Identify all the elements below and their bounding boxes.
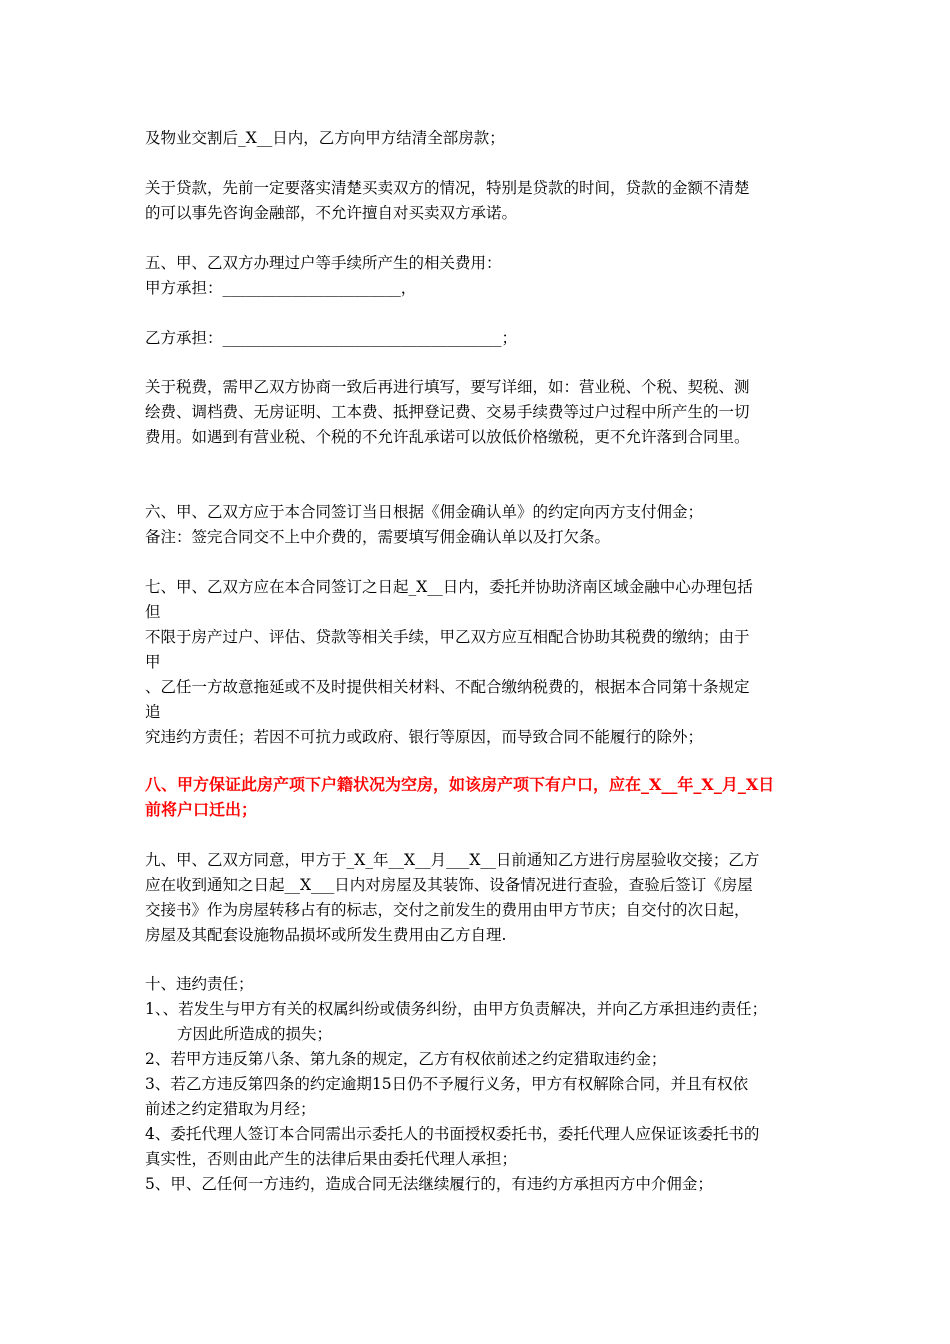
paragraph-line: 、乙任一方故意拖延或不及时提供相关材料、不配合缴纳税费的，根据本合同第十条规定 (145, 678, 750, 696)
paragraph-line: 追 (145, 703, 161, 721)
list-item-4-continuation: 真实性，否则由此产生的法律后果由委托代理人承担； (145, 1150, 518, 1168)
paragraph-line: 房屋及其配套设施物品损坏或所发生费用由乙方自理. (145, 926, 507, 944)
paragraph-line: 费用。如遇到有营业税、个税的不允许乱承诺可以放低价格缴税，更不允许落到合同里。 (145, 428, 750, 446)
section-heading-7: 七、甲、乙双方应在本合同签订之日起_X__日内，委托并协助济南区域金融中心办理包括 (145, 578, 753, 596)
paragraph-line: 交接书》作为房屋转移占有的标志，交付之前发生的费用由甲方节庆；自交付的次日起， (145, 901, 750, 919)
section-heading-9: 九、甲、乙双方同意，甲方于_X_年__X__月___X__日前通知乙方进行房屋验收交接；乙方 (145, 851, 760, 869)
remark-line: 备注：签完合同交不上中介费的，需要填写佣金确认单以及打欠条。 (145, 528, 611, 546)
section-heading-6: 六、甲、乙双方应于本合同签订当日根据《佣金确认单》的约定向丙方支付佣金； (145, 503, 704, 521)
paragraph-line: 关于贷款，先前一定要落实清楚买卖双方的情况，特别是贷款的时间，贷款的金额不清楚 (145, 179, 750, 197)
list-item-2: 2、若甲方违反第八条、第九条的规定，乙方有权依前述之约定猎取违约金； (145, 1050, 667, 1068)
paragraph-line: 应在收到通知之日起__X___日内对房屋及其装饰、设备情况进行查验，查验后签订《房屋 (145, 876, 753, 894)
list-item-1-continuation: 方因此所造成的损失； (177, 1025, 333, 1043)
paragraph-line: 不限于房产过户、评估、贷款等相关手续，甲乙双方应互相配合协助其税费的缴纳；由于 (145, 628, 750, 646)
list-item-5: 5、甲、乙任何一方违约，造成合同无法继续履行的，有违约方承担丙方中介佣金； (145, 1175, 713, 1193)
paragraph-line: 但 (145, 603, 161, 621)
party-a-cost-line: 甲方承担：_______________________， (145, 279, 417, 297)
party-b-cost-line: 乙方承担：____________________________________； (145, 329, 518, 347)
paragraph-line: 究违约方责任；若因不可抗力或政府、银行等原因，而导致合同不能履行的除外； (145, 728, 704, 746)
section-heading-5: 五、甲、乙双方办理过户等手续所产生的相关费用： (145, 254, 502, 272)
section-heading-10: 十、违约责任； (145, 975, 254, 993)
paragraph-line: 绘费、调档费、无房证明、工本费、抵押登记费、交易手续费等过户过程中所产生的一切 (145, 403, 750, 421)
paragraph-line: 的可以事先咨询金融部，不允许擅自对买卖双方承诺。 (145, 204, 518, 222)
section-8-continuation: 前将户口迁出； (145, 800, 258, 819)
list-item-3: 3、若乙方违反第四条的约定逾期15日仍不予履行义务，甲方有权解除合同，并且有权依 (145, 1075, 749, 1093)
paragraph-line: 关于税费，需甲乙双方协商一致后再进行填写，要写详细，如：营业税、个税、契税、测 (145, 378, 750, 396)
section-heading-8-highlight: 八、甲方保证此房产项下户籍状况为空房，如该房产项下有户口，应在_X__年_X_月_X日 (145, 775, 775, 794)
list-item-4: 4、委托代理人签订本合同需出示委托人的书面授权委托书，委托代理人应保证该委托书的 (145, 1125, 760, 1143)
paragraph-line: 及物业交割后_X__日内，乙方向甲方结清全部房款； (145, 129, 505, 147)
list-item-3-continuation: 前述之约定猎取为月经； (145, 1100, 316, 1118)
list-item-1: 1、、若发生与甲方有关的权属纠纷或债务纠纷，由甲方负责解决，并向乙方承担违约责任； (145, 1000, 768, 1018)
paragraph-line: 甲 (145, 653, 161, 671)
